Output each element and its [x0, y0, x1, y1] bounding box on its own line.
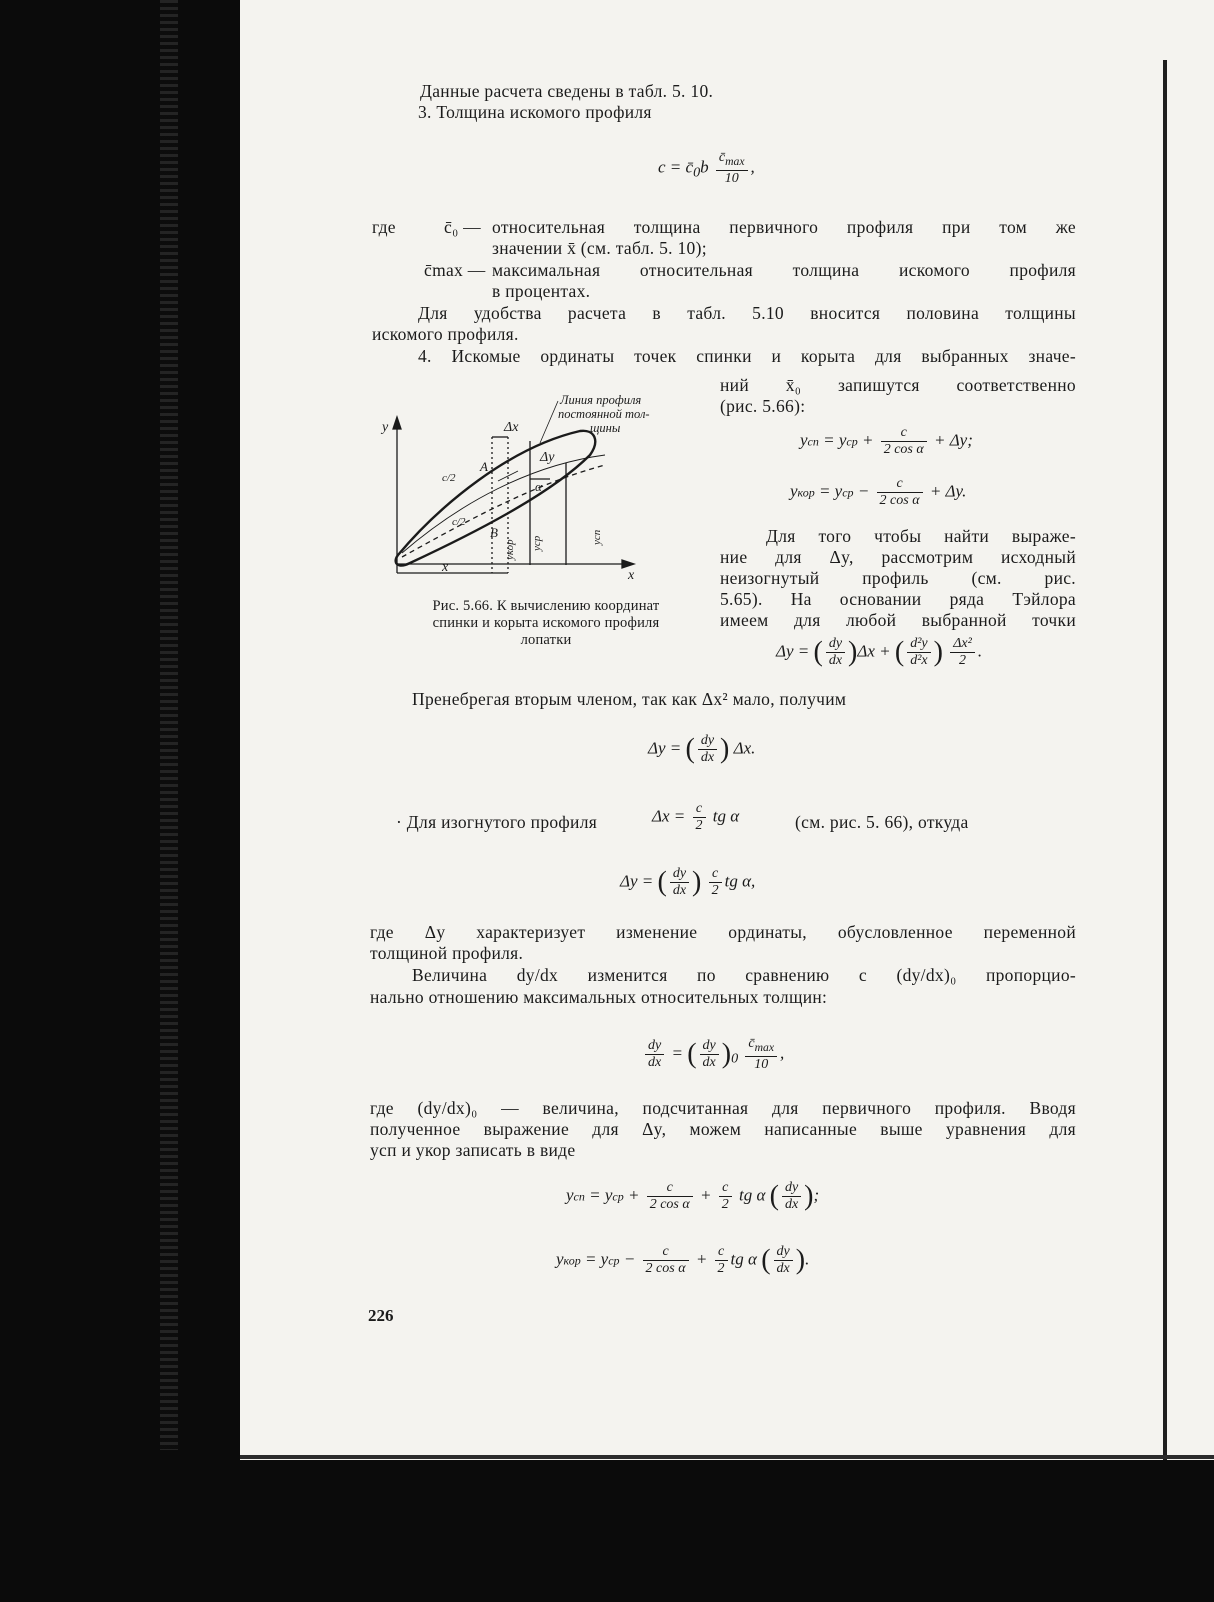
text-line: ние для Δy, рассмотрим исходный	[720, 547, 1076, 567]
figure-label: y	[382, 420, 389, 435]
figure-label: c/2	[452, 516, 466, 528]
figure-label: yкор	[504, 539, 516, 560]
text-line: неизогнутый профиль (см. рис.	[720, 568, 1076, 588]
figure-label: yср	[531, 535, 543, 551]
text-line: максимальная относительная толщина искомого профиля	[492, 260, 1076, 280]
text-line: толщиной профиля.	[370, 943, 524, 963]
equation-proportion: $\frac{dy}{dx}$ = ( $\frac{dy}{dx}$ )$_0$ $\frac{c̄_{max}}{10}$ ,	[642, 1036, 784, 1073]
text-line: нально отношению максимальных относительных толщин:	[370, 987, 828, 1007]
figure-label: B	[490, 525, 498, 540]
equation-ysp: yсп = yср + $\frac{c}{\text{2 cos α}}$ + Δy;	[800, 425, 973, 457]
figure-label: Δy	[540, 450, 555, 465]
equation-dy-simple: Δy = ( $\frac{dy}{dx}$ ) Δx.	[648, 733, 756, 765]
text-line: ний x̄₀ запишутся соответственно	[720, 375, 1076, 395]
text-line: в процентах.	[492, 281, 591, 301]
text-line: где (dy/dx)₀ — величина, подсчитанная для первичного профиля. Вводя	[370, 1098, 1076, 1118]
equation-dx: Δx = $\frac{c}{2}$ tg α	[652, 801, 740, 833]
figure-caption: Рис. 5.66. К вычислению координат	[432, 598, 660, 614]
scan-border-bottom	[0, 1460, 1214, 1602]
figure-label: A	[480, 459, 488, 474]
figure-label: c/2	[442, 472, 456, 484]
text-line: Пренебрегая вторым членом, так как Δx² мало, получим	[412, 689, 847, 709]
figure-label: Линия профиля	[560, 393, 642, 407]
text-line: Для того чтобы найти выраже-	[766, 526, 1076, 546]
equation-ykor-final: yкор = yср − $\frac{c}{\text{2 cos α}}$ + $\frac{c}{2}$ tg α ( $\frac{dy}{dx}$ ).	[556, 1244, 810, 1276]
equation-dy-tg: Δy = ( $\frac{dy}{dx}$ ) $\frac{c}{2}$ tg α,	[620, 866, 756, 898]
equation-thickness: $c = c̄_0b$ $\frac{c̄_{max}}{10}$ ,	[658, 150, 755, 186]
text-line: искомого профиля.	[372, 324, 519, 344]
text-line: Данные расчета сведены в табл. 5. 10.	[420, 81, 714, 101]
symbol-label: c̄max —	[424, 260, 486, 280]
page-bottom-edge	[240, 1455, 1214, 1459]
profile-figure	[380, 385, 710, 595]
text-line: Для удобства расчета в табл. 5.10 вносится половина толщины	[418, 303, 1076, 323]
equation-taylor: Δy = ( $\frac{dy}{dx}$ )Δx + ( $\frac{\text{d²y}}{\text{d²x}}$ ) $\frac{\text{Δx²}}{2}$ .	[776, 636, 983, 668]
figure-label: постоянной тол-	[558, 407, 650, 421]
figure-label: щины	[590, 421, 621, 435]
text-line: · Для изогнутого профиля	[396, 812, 598, 832]
text-line: 5.65). На основании ряда Тэйлора	[720, 589, 1076, 609]
equation-ysp-final: yсп = yср + $\frac{c}{\text{2 cos α}}$ + $\frac{c}{2}$ tg α ( $\frac{dy}{dx}$ );	[566, 1180, 820, 1212]
text-line: (см. рис. 5. 66), откуда	[795, 812, 969, 832]
figure-label: x	[442, 560, 449, 575]
section-heading: 3. Толщина искомого профиля	[418, 102, 652, 122]
y-axis-arrow	[393, 417, 401, 429]
figure-label: α	[535, 479, 542, 494]
text-line: значении x̄ (см. табл. 5. 10);	[492, 238, 707, 258]
text-line: где Δy характеризует изменение ординаты, обусловленное переменной	[370, 922, 1076, 942]
figure-caption: спинки и корыта искомого профиля	[432, 615, 660, 631]
text-line: yсп и yкор записать в виде	[370, 1140, 576, 1160]
scan-right-edge	[1163, 60, 1167, 1460]
text-line: 4. Искомые ординаты точек спинки и корыта для выбранных значе-	[418, 346, 1076, 366]
figure-label: Δx	[504, 420, 519, 435]
figure-label: yсп	[591, 529, 603, 545]
text-line: где	[372, 217, 396, 237]
x-axis-arrow	[622, 560, 634, 568]
equation-ykor: yкор = yср − $\frac{c}{\text{2 cos α}}$ + Δy.	[790, 476, 967, 508]
figure-caption: лопатки	[520, 632, 572, 648]
page-number: 226	[368, 1306, 394, 1325]
scan-border-left	[0, 0, 240, 1602]
scan-binding-shadow	[160, 0, 178, 1450]
profile-outline	[396, 431, 596, 566]
text-line: относительная толщина первичного профиля при том же	[492, 217, 1076, 237]
figure-label: x	[628, 568, 635, 583]
text-line: (рис. 5.66):	[720, 396, 806, 416]
label-leader	[540, 401, 558, 443]
text-line: имеем для любой выбранной точки	[720, 610, 1076, 630]
text-line: Величина dy/dx изменится по сравнению с (dy/dx)₀ пропорцио-	[412, 965, 1076, 985]
text-line: полученное выражение для Δy, можем написанные выше уравнения для	[370, 1119, 1076, 1139]
symbol-label: c̄₀ —	[444, 217, 481, 237]
